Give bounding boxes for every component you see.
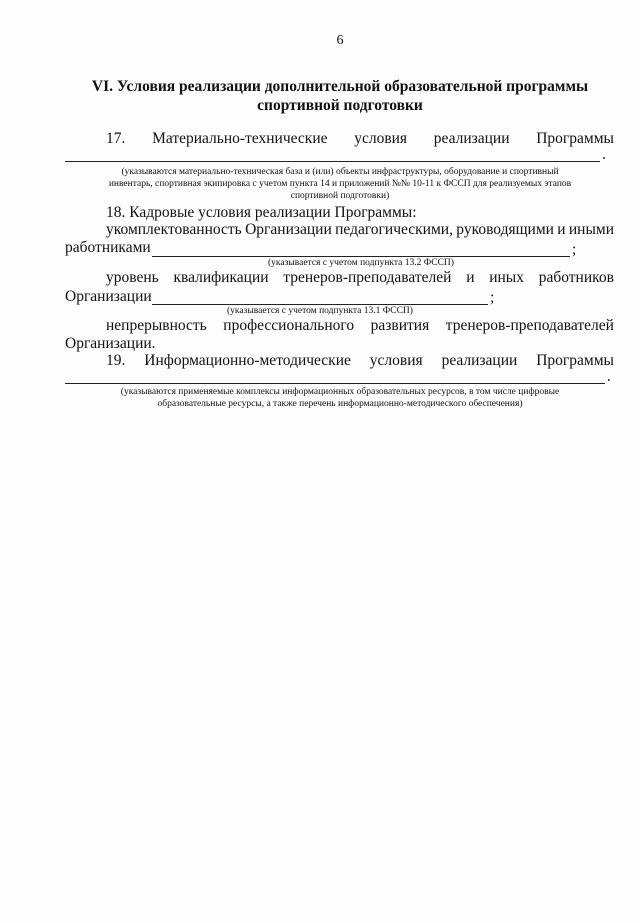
qualification-line (106, 269, 614, 287)
staffing-word: Организации (245, 221, 332, 238)
item-19-note (60, 386, 620, 410)
qualification-word: квалификации (173, 269, 269, 286)
item-17-note (60, 166, 620, 202)
item-17-period: . (602, 146, 606, 163)
qualification-semicolon: ; (490, 289, 495, 306)
continuity-end: Организации. (65, 335, 156, 352)
staffing-word: укомплектованность (106, 221, 242, 238)
item-19-note-line-2: образовательные ресурсы, а также перечень информационно-методического обеспечения) (157, 399, 523, 409)
item-19-word: реализации (441, 352, 518, 369)
item-17-word: Материально-технические (152, 130, 328, 147)
item-17-word: Программы (536, 130, 614, 147)
page-number: 6 (336, 33, 344, 48)
staffing-semicolon: ; (572, 241, 577, 258)
item-17-word: условия (354, 130, 408, 147)
item-17-line (106, 130, 614, 148)
item-19-word: 19. (106, 352, 126, 369)
item-17-word: 17. (106, 130, 126, 147)
item-19-period: . (607, 368, 611, 385)
section-heading-line-1: VI. Условия реализации дополнительной образовательной программы (91, 78, 589, 95)
section-heading-line-2: спортивной подготовки (257, 97, 423, 114)
staffing-word: иными (568, 221, 614, 238)
item-17-fill-line (65, 161, 600, 162)
staffing-line (106, 221, 614, 239)
qualification-note: (указывается с учетом подпункта 13.1 ФССП) (227, 306, 413, 316)
staffing-label: работниками (65, 239, 151, 256)
staffing-word: руководящими (456, 221, 554, 238)
item-19-line (106, 352, 614, 370)
item-17-note-line-1: (указываются материально-техническая база и (или) объекты инфраструктуры, оборудование и спортивный (121, 167, 559, 177)
qualification-word: уровень (106, 269, 159, 286)
continuity-word: тренеров-преподавателей (445, 317, 614, 334)
qualification-word: тренеров-преподавателей (283, 269, 452, 286)
section-heading (60, 77, 620, 115)
item-19-word: Программы (536, 352, 614, 369)
continuity-word: развития (370, 317, 430, 334)
qualification-word: работников (538, 269, 614, 286)
staffing-word: педагогическими, (335, 221, 453, 238)
item-19-fill-line (65, 383, 605, 384)
item-17-note-line-3: спортивной подготовки) (290, 191, 390, 201)
continuity-word: непрерывность (106, 317, 207, 334)
staffing-word: и (557, 221, 566, 238)
qualification-word: и (466, 269, 475, 286)
item-19-word: условия (369, 352, 423, 369)
staffing-note: (указывается с учетом подпункта 13.2 ФССП) (268, 258, 454, 268)
item-17-note-line-2: инвентарь, спортивная экипировка с учетом пункта 14 и приложений №№ 10-11 к ФССП для реализуемых этапов (108, 179, 572, 189)
qualification-word: иных (489, 269, 524, 286)
continuity-line (106, 317, 614, 335)
item-17-word: реализации (433, 130, 510, 147)
item-18-title: 18. Кадровые условия реализации Программы: (106, 204, 417, 221)
item-19-word: Информационно-методические (144, 352, 351, 369)
item-19-note-line-1: (указываются применяемые комплексы информационных образовательных ресурсов, в том числе цифровые (120, 387, 560, 397)
qualification-label: Организации (65, 288, 152, 305)
continuity-word: профессионального (223, 317, 355, 334)
